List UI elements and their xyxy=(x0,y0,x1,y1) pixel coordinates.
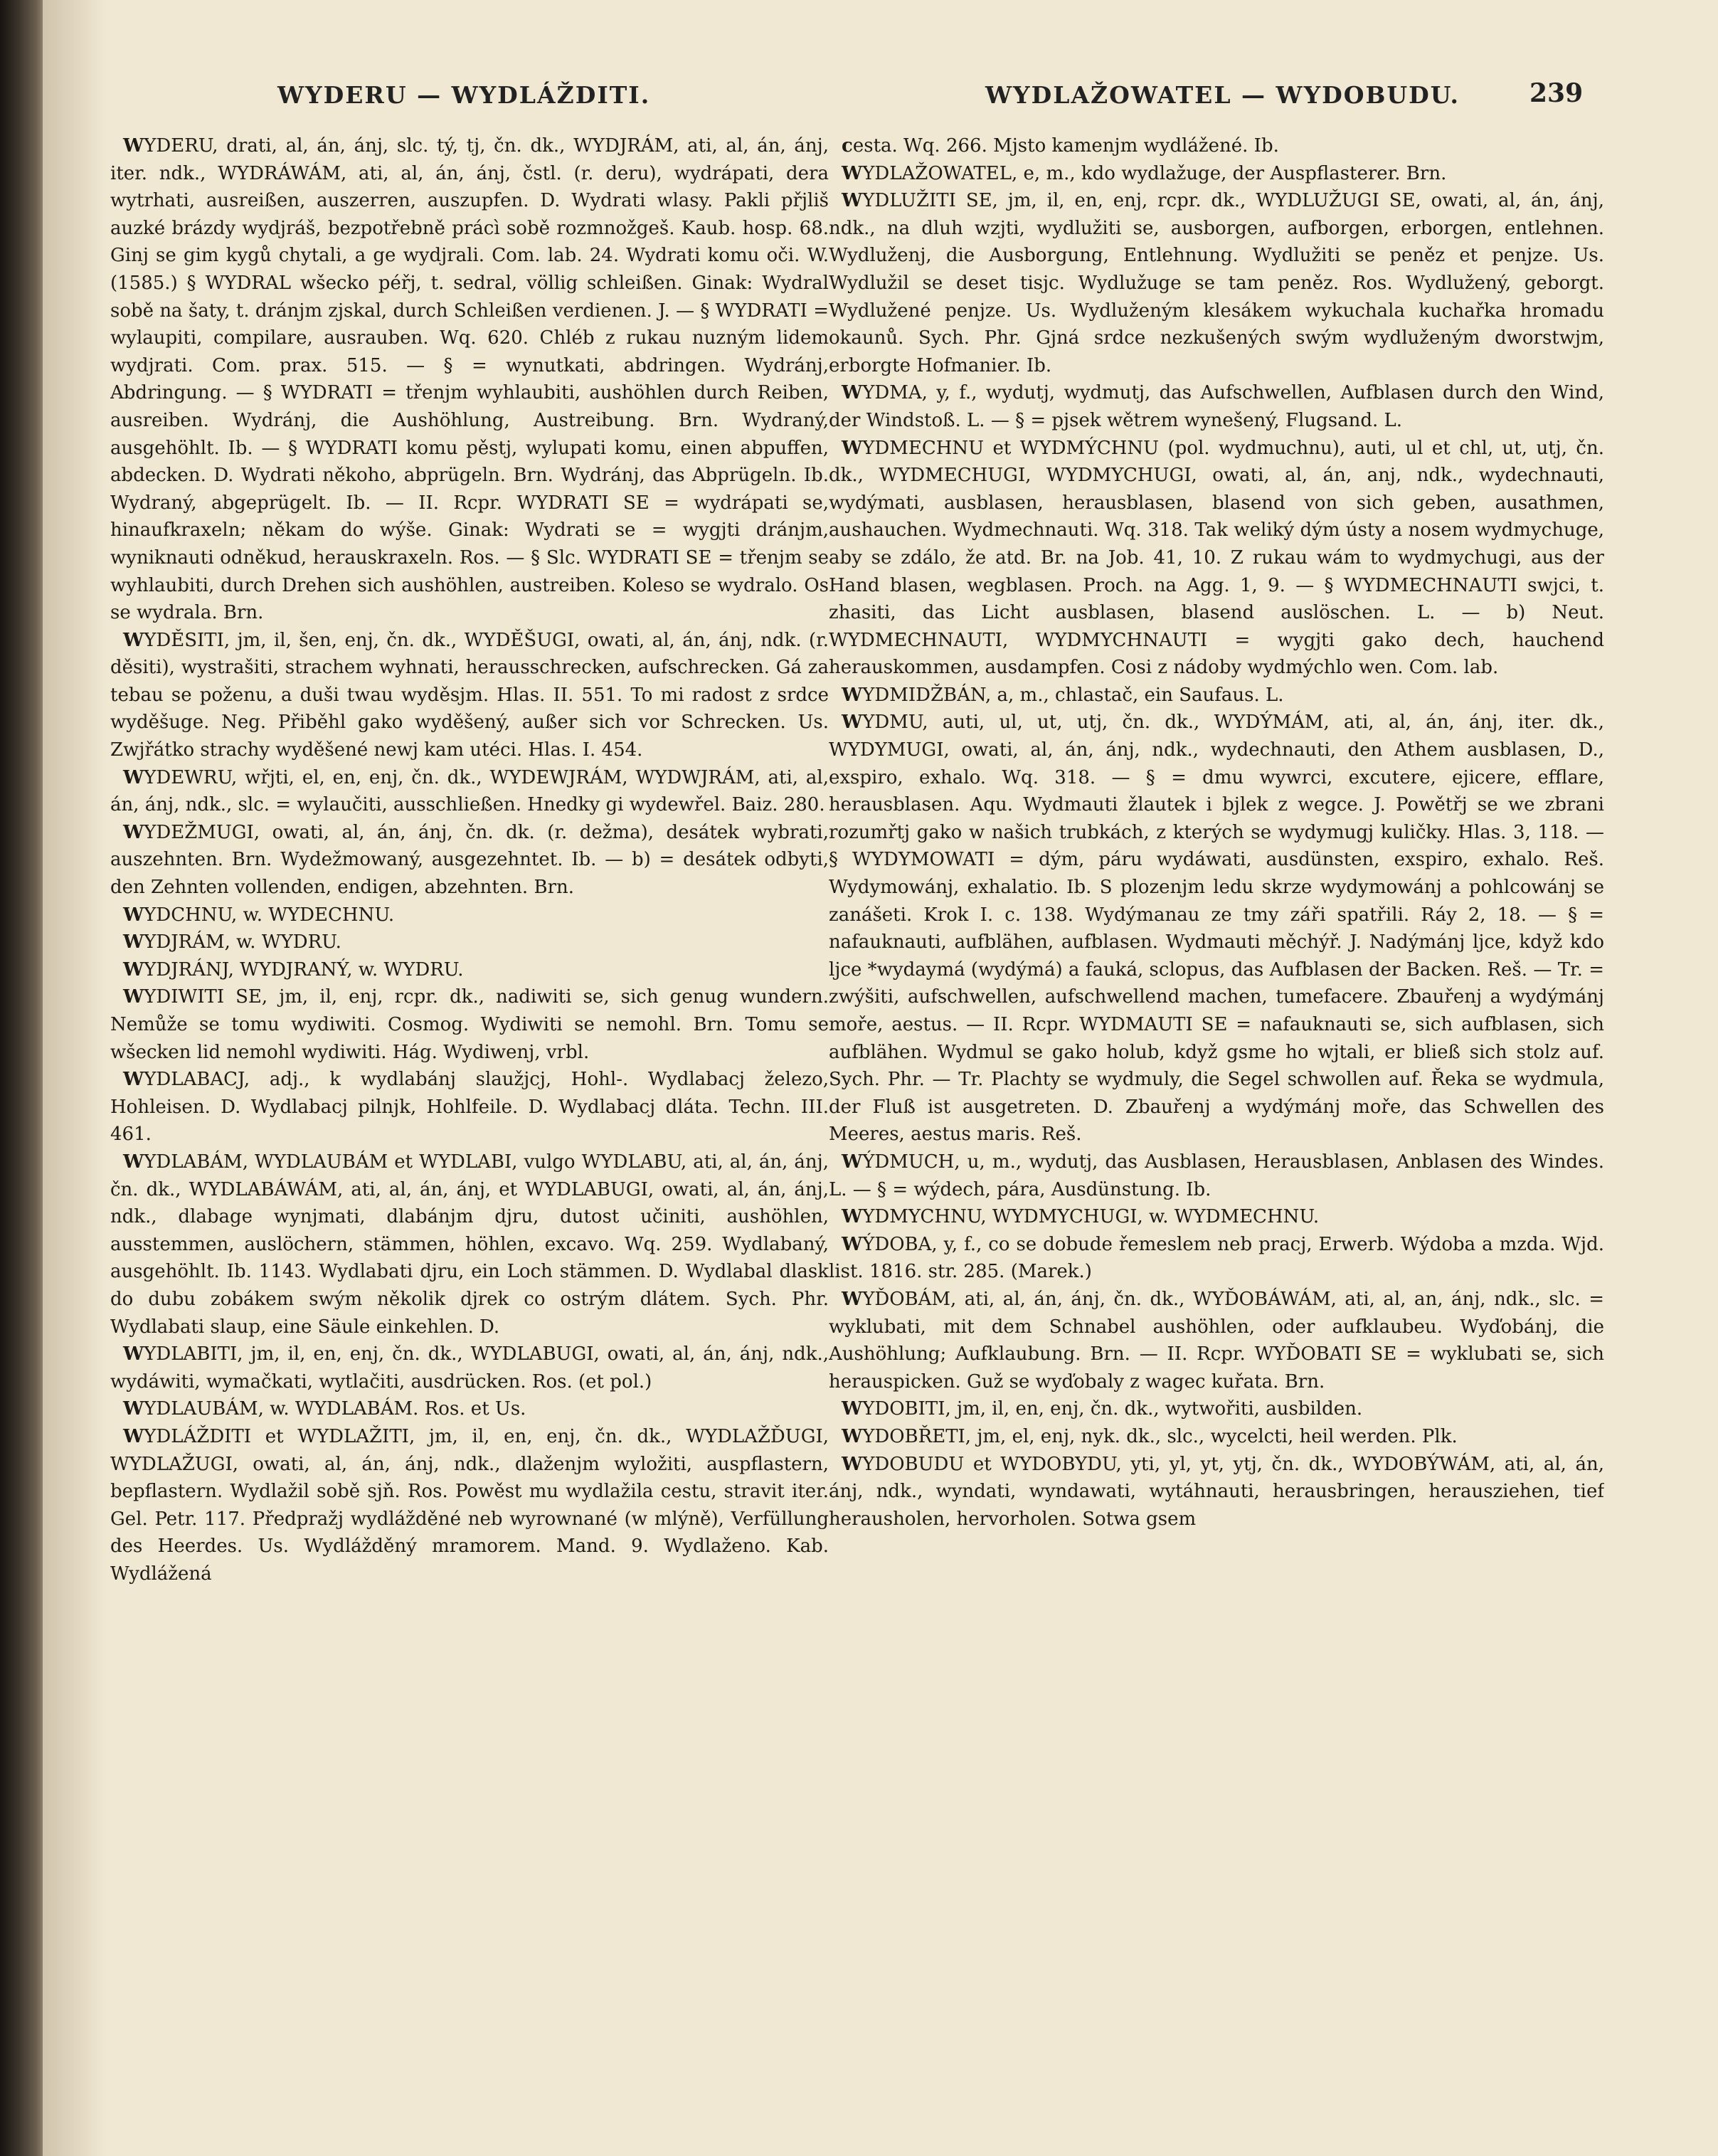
entry-wydmychnu: WYDMYCHNU, WYDMYCHUGI, w. WYDMECHNU. xyxy=(842,1206,1320,1228)
entry-wydewru: WYDEWRU, wřjti, el, en, enj, čn. dk., WYDEWJRÁM, WYDWJRÁM, ati, al, án, ánj, ndk., slc. = wylaučiti, ausschließen. Hnedky gi wydewřel. Baiz. 280. xyxy=(110,766,829,816)
right-column xyxy=(829,132,1604,2118)
entry-wydmidzban: WYDMIDŽBÁN, a, m., chlastač, ein Saufaus. L. xyxy=(842,684,1284,706)
entry-wydlaubam: WYDLAUBÁM, w. WYDLABÁM. Ros. et Us. xyxy=(123,1398,526,1420)
entry-wydlazowatel: WYDLAŽOWATEL, e, m., kdo wydlažuge, der Auspflasterer. Brn. xyxy=(842,162,1447,184)
entry-wyderu: WYDERU, drati, al, án, ánj, slc. tý, tj, čn. dk., WYDJRÁM, ati, al, án, ánj, iter. ndk., WYDRÁWÁM, ati, al, án, ánj, čstl. (r. deru), wydrápati, dera wytrhati, ausreißen, auszerren, auszupfen. D. Wydrati wlasy. Pakli přjliš auzké brázdy wydjráš, bezpotřebně prácì sobě rozmnožgeš. Kaub. hosp. 68. Ginj se gim kygů chytali, a ge wydjrali. Com. lab. 24. Wydrati komu oči. W. (1585.) § WYDRAL wšecko péřj, t. sedral, völlig schleißen. Ginak: Wydral sobě na šaty, t. dránjm zjskal, durch Schleißen verdienen. J. — § WYDRATI = wylaupiti, compilare, ausrauben. Wq. 620. Chléb z rukau nuzným lidem wydjrati. Com. prax. 515. — § = wynutkati, abdringen. Wydránj, Abdringung. — § WYDRATI = třenjm wyhlaubiti, aushöhlen durch Reiben, ausreiben. Wydránj, die Aushöhlung, Austreibung. Brn. Wydraný, ausgehöhlt. Ib. — § WYDRATI komu pěstj, wylupati komu, einen abpuffen, abdecken. D. Wydrati někoho, abprügeln. Brn. Wydránj, das Abprügeln. Ib. Wydraný, abgeprügelt. Ib. — II. Rcpr. WYDRATI SE = wydrápati se, hinaufkraxeln; někam do wýše. Ginak: Wydrati se = wygjti dránjm, wyniknauti odněkud, herauskraxeln. Ros. — § Slc. WYDRATI SE = třenjm se wyhlaubiti, durch Drehen sich aushöhlen, austreiben. Koleso se wydralo. Os se wydrala. Brn. xyxy=(110,135,829,624)
entry-wydlabam: WYDLABÁM, WYDLAUBÁM et WYDLABI, vulgo WYDLABU, ati, al, án, ánj, čn. dk., WYDLABÁWÁM, ati, al, án, ánj, et WYDLABUGI, owati, al, án, ánj, ndk., dlabage wynjmati, dlabánjm djru, dutost učiniti, aushöhlen, ausstemmen, auslöchern, stämmen, höhlen, excavo. Wq. 259. Wydlabaný, ausgehöhlt. Ib. 1143. Wydlabati djru, ein Loch stämmen. D. Wydlabal dlask do dubu zobákem swým několik djrek co ostrým dlátem. Sych. Phr. Wydlabati slaup, eine Säule einkehlen. D. xyxy=(110,1151,829,1338)
header-right-title: WYDLAŽOWATEL — WYDOBUDU. xyxy=(985,81,1460,109)
header-left-title: WYDERU — WYDLÁŽDITI. xyxy=(277,81,651,109)
entry-wydobudu: WYDOBUDU et WYDOBYDU, yti, yl, yt, ytj, čn. dk., WYDOBÝWÁM, ati, al, án, ánj, ndk., wyndati, wyndawati, wytáhnauti, herausbringen, herausziehen, tief herausholen, hervorholen. Sotwa gsem xyxy=(829,1453,1604,1530)
entry-wydjranj: WYDJRÁNJ, WYDJRANÝ, w. WYDRU. xyxy=(123,958,464,981)
entry-wydlabiti: WYDLABITI, jm, il, en, enj, čn. dk., WYDLABUGI, owati, al, án, ánj, ndk., wydáwiti, wymačkati, wytlačiti, ausdrücken. Ros. (et pol.) xyxy=(110,1343,829,1393)
entry-wydmu: WYDMU, auti, ul, ut, utj, čn. dk., WYDÝMÁM, ati, al, án, ánj, iter. dk., WYDYMUGI, owati, al, án, ánj, ndk., wydechnauti, den Athem ausblasen, D., exspiro, exhalo. Wq. 318. — § = dmu wywrci, excutere, ejicere, efflare, herausblasen. Aqu. Wydmauti žlautek i bjlek z wegce. J. Powětřj se we zbrani rozumřtj gako w našich trubkách, z kterých se wydymugj kuličky. Hlas. 3, 118. — § WYDYMOWATI = dým, páru wydáwati, ausdünsten, exspiro, exhalo. Reš. Wydymowánj, exhalatio. Ib. S plozenjm ledu skrze wydymowánj a pohlcowánj se zanášeti. Krok I. c. 138. Wydýmanau ze tmy záři spatřili. Ráy 2, 18. — § = nafauknauti, aufblähen, aufblasen. Wydmauti měchýř. J. Nadýmánj ljce, když kdo ljce *wydaymá (wydýmá) a fauká, sclopus, das Aufblasen der Backen. Reš. — Tr. = zwýšiti, aufschwellen, aufschwellend machen, tumefacere. Zbauřenj a wydýmánj moře, aestus. — II. Rcpr. WYDMAUTI SE = nafauknauti se, sich aufblasen, sich aufblähen. Wydmul se gako holub, když gsme ho wjtali, er bließ sich stolz auf. Sych. Phr. — Tr. Plachty se wydmuly, die Segel schwollen auf. Řeka se wydmula, der Fluß ist ausgetreten. D. Zbauřenj a wydýmánj moře, das Schwellen des Meeres, aestus maris. Reš. xyxy=(829,712,1604,1146)
entry-wydmuch: WÝDMUCH, u, m., wydutj, das Ausblasen, Herausblasen, Anblasen des Windes. L. — § = wýdech, pára, Ausdünstung. Ib. xyxy=(829,1151,1604,1200)
entry-wydobiti: WYDOBITI, jm, il, en, enj, čn. dk., wytwořiti, ausbilden. xyxy=(842,1398,1363,1420)
left-column xyxy=(110,132,829,2118)
entry-wydjram: WYDJRÁM, w. WYDRU. xyxy=(123,931,341,953)
entry-wydlazditi: WYDLÁŽDITI et WYDLAŽITI, jm, il, en, enj, čn. dk., WYDLAŽĎUGI, WYDLAŽUGI, owati, al, án, ánj, ndk., dlaženjm wyložiti, auspflastern, bepflastern. Wydlažil sobě sjň. Ros. Powěst mu wydlažila cestu, stravit iter. Gel. Petr. 117. Předpražj wydlážděné neb wyrownané (w mlýně), Verfüllung des Heerdes. Us. Wydlážděný mramorem. Mand. 9. Wydlaženo. Kab. Wydlážená xyxy=(110,1425,829,1585)
entry-wydobreti: WYDOBŘETI, jm, el, enj, nyk. dk., slc., wycelcti, heil werden. Plk. xyxy=(842,1425,1458,1447)
entry-wydezmugi: WYDEŽMUGI, owati, al, án, ánj, čn. dk. (r. dežma), desátek wybrati, auszehnten. Brn. Wydežmowaný, ausgezehntet. Ib. — b) = desátek odbyti, den Zehnten vollenden, endigen, abzehnten. Brn. xyxy=(110,821,829,899)
dictionary-page xyxy=(43,0,1718,2156)
entry-wydmechnu: WYDMECHNU et WYDMÝCHNU (pol. wydmuchnu), auti, ul et chl, ut, utj, čn. dk., WYDMECHUGI, WYDMYCHUGI, owati, al, án, anj, ndk., wydechnauti, wydýmati, ausblasen, herausblasen, blasend von sich geben, ausathmen, aushauchen. Wydmechnauti. Wq. 318. Tak weliký dým ústy a nosem wydmychuge, aby se zdálo, že atd. Br. na Job. 41, 10. Z rukau wám to wydmychugi, aus der Hand blasen, wegblasen. Proch. na Agg. 1, 9. — § WYDMECHNAUTI swjci, t. zhasiti, das Licht ausblasen, blasend auslöschen. L. — b) Neut. WYDMECHNAUTI, WYDMYCHNAUTI = wygjti gako dech, hauchend herauskommen, ausdampfen. Cosi z nádoby wydmýchlo wen. Com. lab. xyxy=(829,437,1604,679)
running-header xyxy=(43,74,1718,117)
entry-wydluziti: WYDLUŽITI SE, jm, il, en, enj, rcpr. dk., WYDLUŽUGI SE, owati, al, án, ánj, ndk., na dluh wzjti, wydlužiti se, ausborgen, aufborgen, erborgen, entlehnen. Wydluženj, die Ausborgung, Entlehnung. Wydlužiti se peněz et penjze. Us. Wydlužil se deset tisjc. Wydlužuge se tam peněz. Ros. Wydlužený, geborgt. Wydlužené penjze. Us. Wydluženým klesákem wykuchala kuchařka hromadu okaunů. Sych. Phr. Gjná srdce nezkušených swým wydluženým dworstwjm, erborgte Hofmanier. Ib. xyxy=(829,190,1604,376)
entry-continuation: cesta. Wq. 266. Mjsto kamenjm wydlážené. Ib. xyxy=(842,135,1279,157)
entry-wydchnu: WYDCHNU, w. WYDECHNU. xyxy=(123,904,395,926)
entry-wydma: WYDMA, y, f., wydutj, wydmutj, das Aufschwellen, Aufblasen durch den Wind, der Windstoß. L. — § = pjsek wětrem wynešený, Flugsand. L. xyxy=(829,382,1604,431)
entry-wydoba: WÝDOBA, y, f., co se dobude řemeslem neb pracj, Erwerb. Wýdoba a mzda. Wjd. list. 1816. str. 285. (Marek.) xyxy=(829,1233,1604,1283)
entry-wydobam: WYĎOBÁM, ati, al, án, ánj, čn. dk., WYĎOBÁWÁM, ati, al, an, ánj, ndk., slc. = wyklubati, mit dem Schnabel aushöhlen, oder aufklaubeu. Wyďobánj, die Aushöhlung; Aufklaubung. Brn. — II. Rcpr. WYĎOBATI SE = wyklubati se, sich herauspicken. Guž se wyďobaly z wagec kuřata. Brn. xyxy=(829,1288,1604,1393)
page-number: 239 xyxy=(1529,78,1584,108)
entry-wydesiti: WYDĚSITI, jm, il, šen, enj, čn. dk., WYDĚŠUGI, owati, al, án, ánj, ndk. (r. děsiti), wystrašiti, strachem wyhnati, herausschrecken, aufschrecken. Gá za tebau se poženu, a duši twau wyděsjm. Hlas. II. 551. To mi radost z srdce wyděšuge. Neg. Přiběhl gako wyděšený, außer sich vor Schrecken. Us. Zwjřátko strachy wyděšené newj kam utéci. Hlas. I. 454. xyxy=(110,629,829,761)
entry-wydiwiti: WYDIWITI SE, jm, il, enj, rcpr. dk., nadiwiti se, sich genug wundern. Nemůže se tomu wydiwiti. Cosmog. Wydiwiti se nemohl. Brn. Tomu se wšecken lid nemohl wydiwiti. Hág. Wydiwenj, vrbl. xyxy=(110,986,829,1063)
entry-wydlabacj: WYDLABACJ, adj., k wydlabánj slaužjcj, Hohl-. Wydlabacj železo, Hohleisen. D. Wydlabacj pilnjk, Hohlfeile. D. Wydlabacj dláta. Techn. III. 461. xyxy=(110,1069,829,1146)
